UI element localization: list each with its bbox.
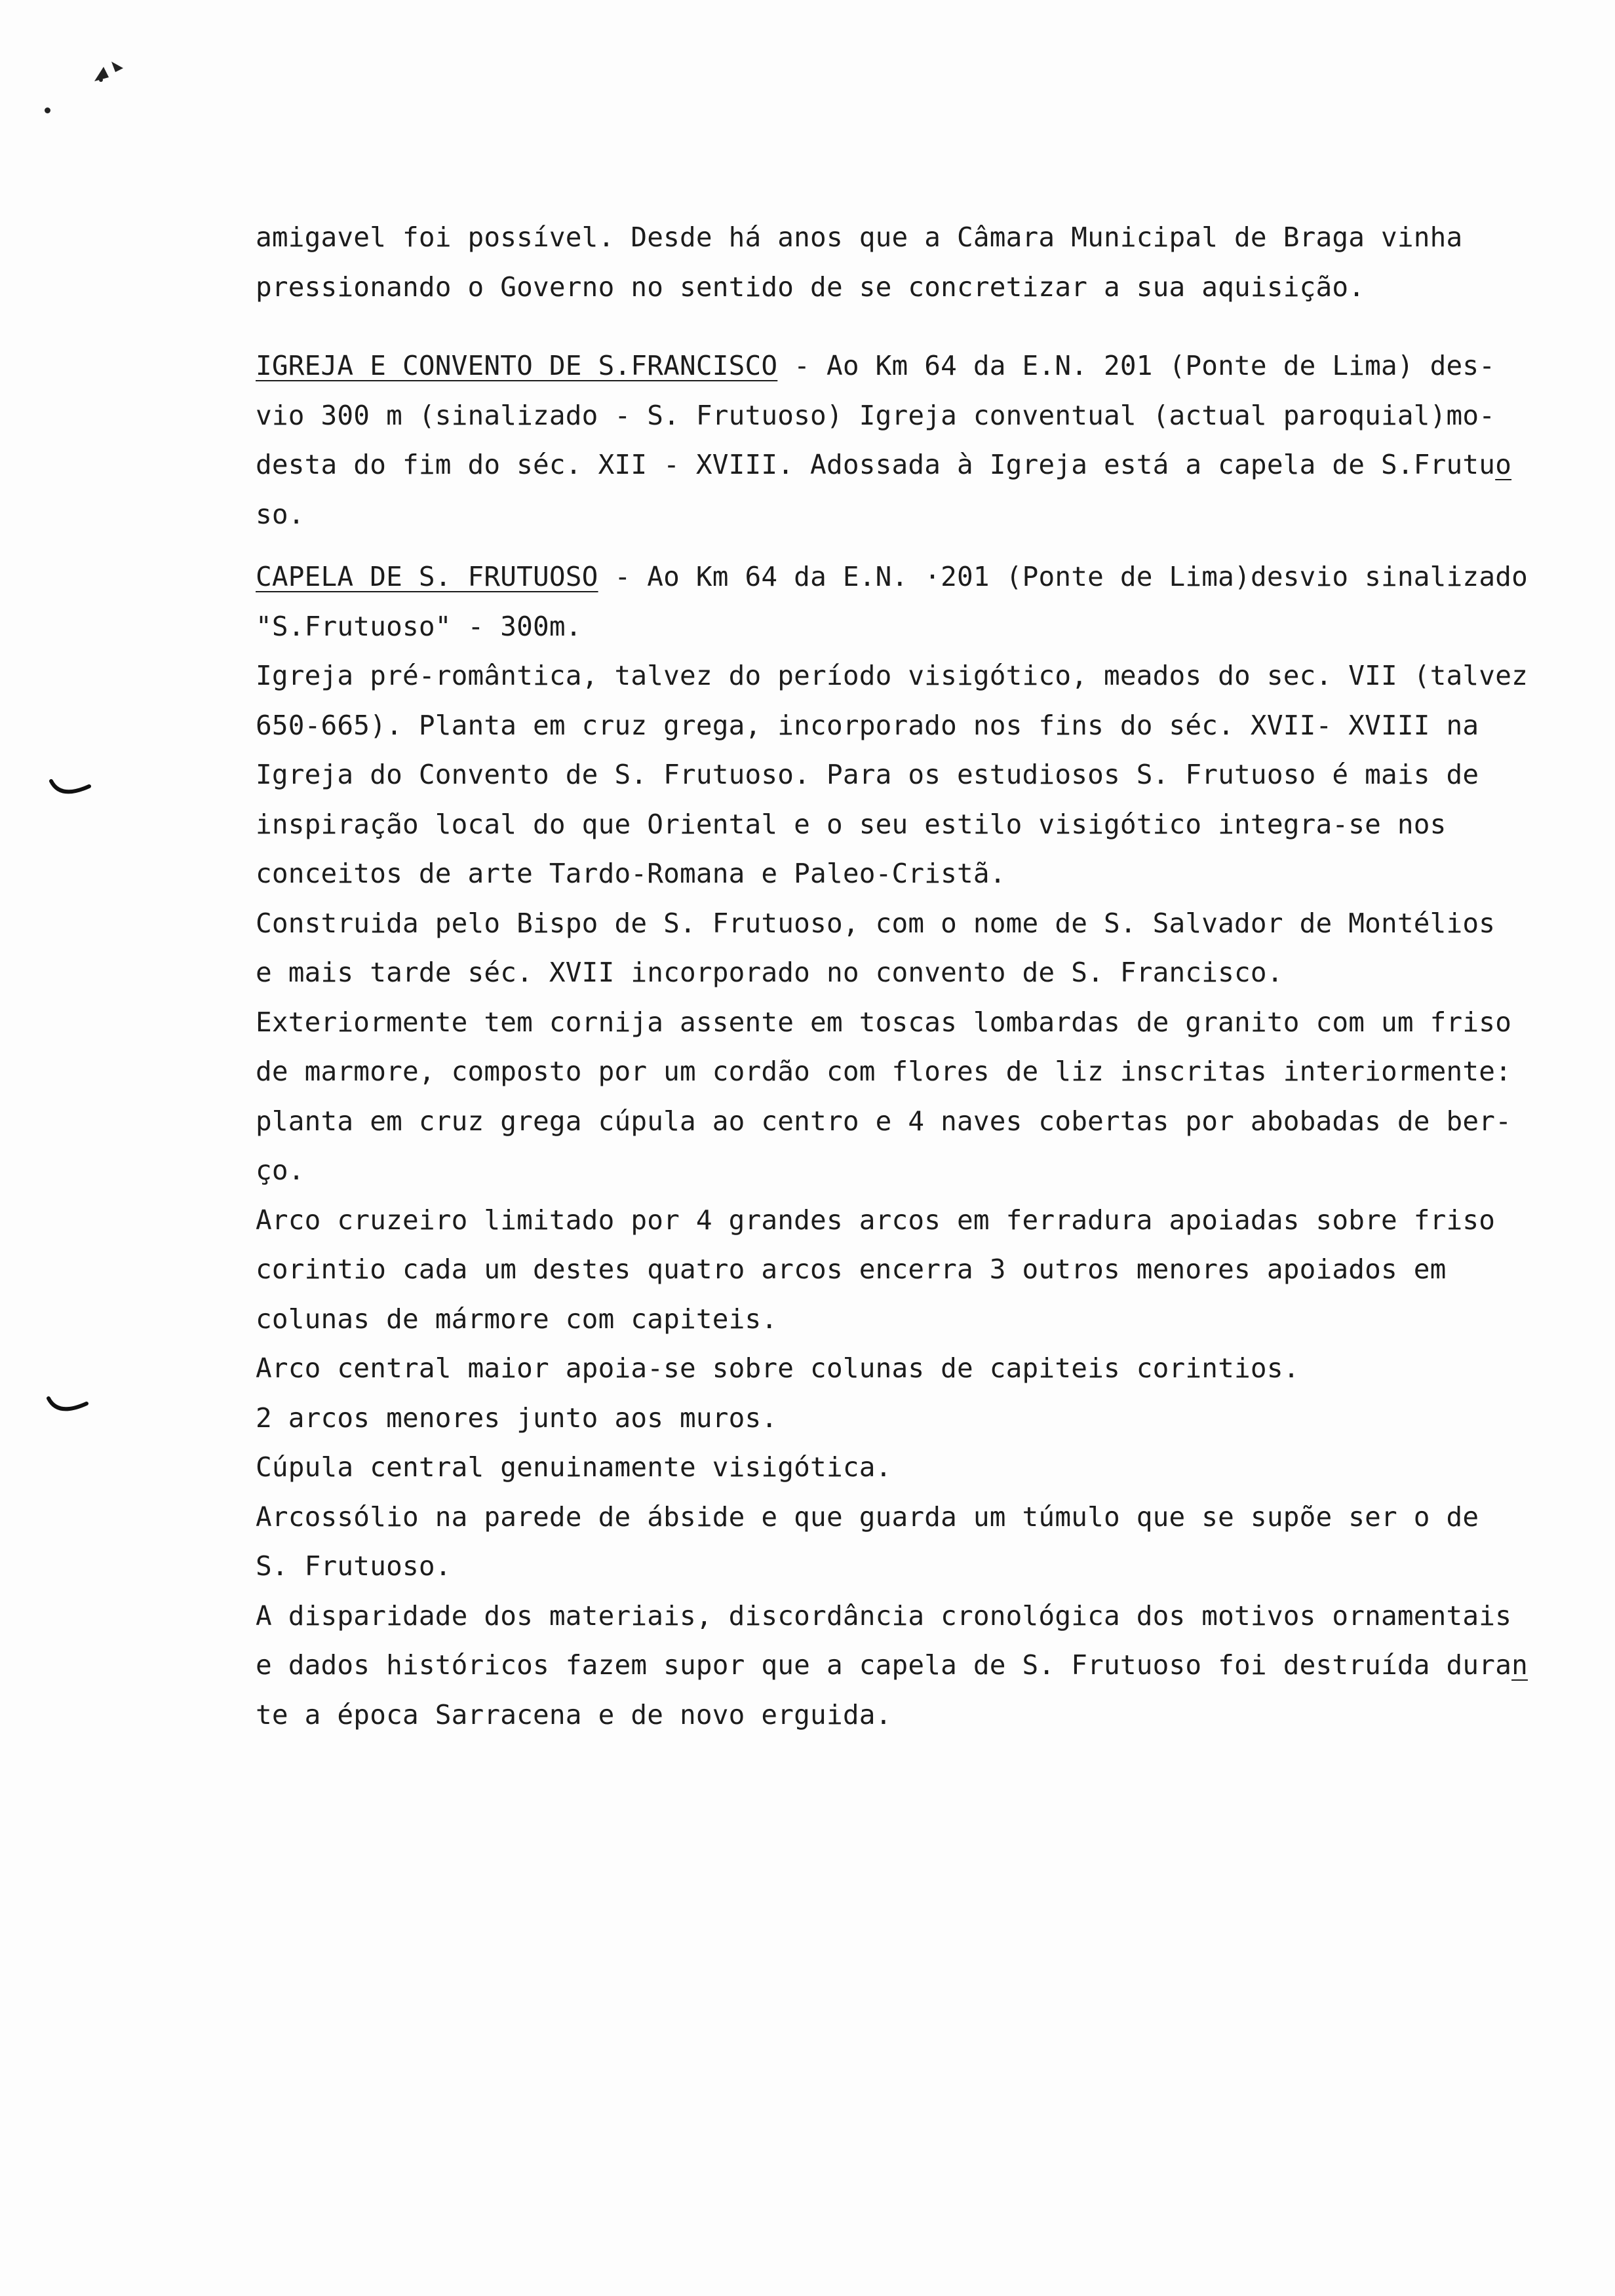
text-line [256,341,1540,391]
section-heading: IGREJA E CONVENTO DE S.FRANCISCO [256,350,778,381]
text-line: Cúpula central genuinamente visigótica. [256,1451,892,1483]
text-line: ço. [256,1155,305,1186]
text-line: Arcossólio na parede de ábside e que guarda um túmulo que se supõe ser o de [256,1501,1479,1533]
text-line: 650-665). Planta em cruz grega, incorporado nos fins do séc. XVII- XVIII na [256,709,1479,741]
text-line: Construida pelo Bispo de S. Frutuoso, com o nome de S. Salvador de Montélios [256,907,1496,939]
text-line: 2 arcos menores junto aos muros. [256,1402,778,1434]
document-body [256,213,1540,1740]
binder-hole-mark-icon [47,777,93,802]
text-line: conceitos de arte Tardo-Romana e Paleo-Cristã. [256,858,1006,889]
text-line: pressionando o Governo no sentido de se concretizar a sua aquisição. [256,271,1365,303]
paragraph-capela [256,552,1540,1740]
text-line: colunas de mármore com capiteis. [256,1303,778,1335]
binder-hole-mark-icon [45,1394,90,1419]
text-line: Arco cruzeiro limitado por 4 grandes arcos em ferradura apoiadas sobre friso [256,1204,1496,1236]
text-line: "S.Frutuoso" - 300m. [256,610,582,642]
ink-dot-icon [45,107,50,113]
paragraph-igreja-convento [256,341,1540,539]
text-line: so. [256,498,305,530]
text-line [256,1641,1540,1691]
text-line: S. Frutuoso. [256,1550,452,1582]
text-line: amigavel foi possível. Desde há anos que a Câmara Municipal de Braga vinha [256,221,1463,253]
text-line: A disparidade dos materiais, discordância cronológica dos motivos ornamentais [256,1599,1512,1632]
text-line: Arco central maior apoia-se sobre colunas de capiteis corintios. [256,1352,1300,1384]
text-line: Igreja pré-romântica, talvez do período visigótico, meados do sec. VII (talvez [256,660,1528,691]
text-span: - Ao Km 64 da E.N. ·201 (Ponte de Lima)desvio sinalizado [598,561,1528,592]
text-line: inspiração local do que Oriental e o seu estilo visigótico integra-se nos [256,808,1447,840]
hyphen-mark: n [1511,1649,1528,1681]
text-line: planta em cruz grega cúpula ao centro e 4 naves cobertas por abobadas de ber- [256,1105,1512,1137]
text-line: Exteriormente tem cornija assente em toscas lombardas de granito com um friso [256,1006,1512,1038]
text-line: Igreja do Convento de S. Frutuoso. Para os estudiosos S. Frutuoso é mais de [256,759,1479,790]
text-line: corintio cada um destes quatro arcos encerra 3 outros menores apoiados em [256,1253,1447,1285]
text-line [256,552,1540,602]
paragraph-intro [256,213,1540,312]
section-heading: CAPELA DE S. FRUTUOSO [256,561,598,592]
hyphen-mark: o [1495,449,1512,480]
text-span: e dados históricos fazem supor que a capela de S. Frutuoso foi destruída dura [256,1649,1512,1681]
text-line: e mais tarde séc. XVII incorporado no convento de S. Francisco. [256,957,1283,988]
text-span: - Ao Km 64 da E.N. 201 (Ponte de Lima) des- [777,350,1496,381]
scribble-mark-icon [89,58,131,86]
text-line [256,440,1540,490]
text-line: vio 300 m (sinalizado - S. Frutuoso) Igreja conventual (actual paroquial)mo- [256,399,1496,431]
text-line: te a época Sarracena e de novo erguida. [256,1698,892,1731]
text-span: desta do fim do séc. XII - XVIII. Adossada à Igreja está a capela de S.Frutu [256,449,1496,480]
text-line: de marmore, composto por um cordão com flores de liz inscritas interiormente: [256,1056,1512,1087]
